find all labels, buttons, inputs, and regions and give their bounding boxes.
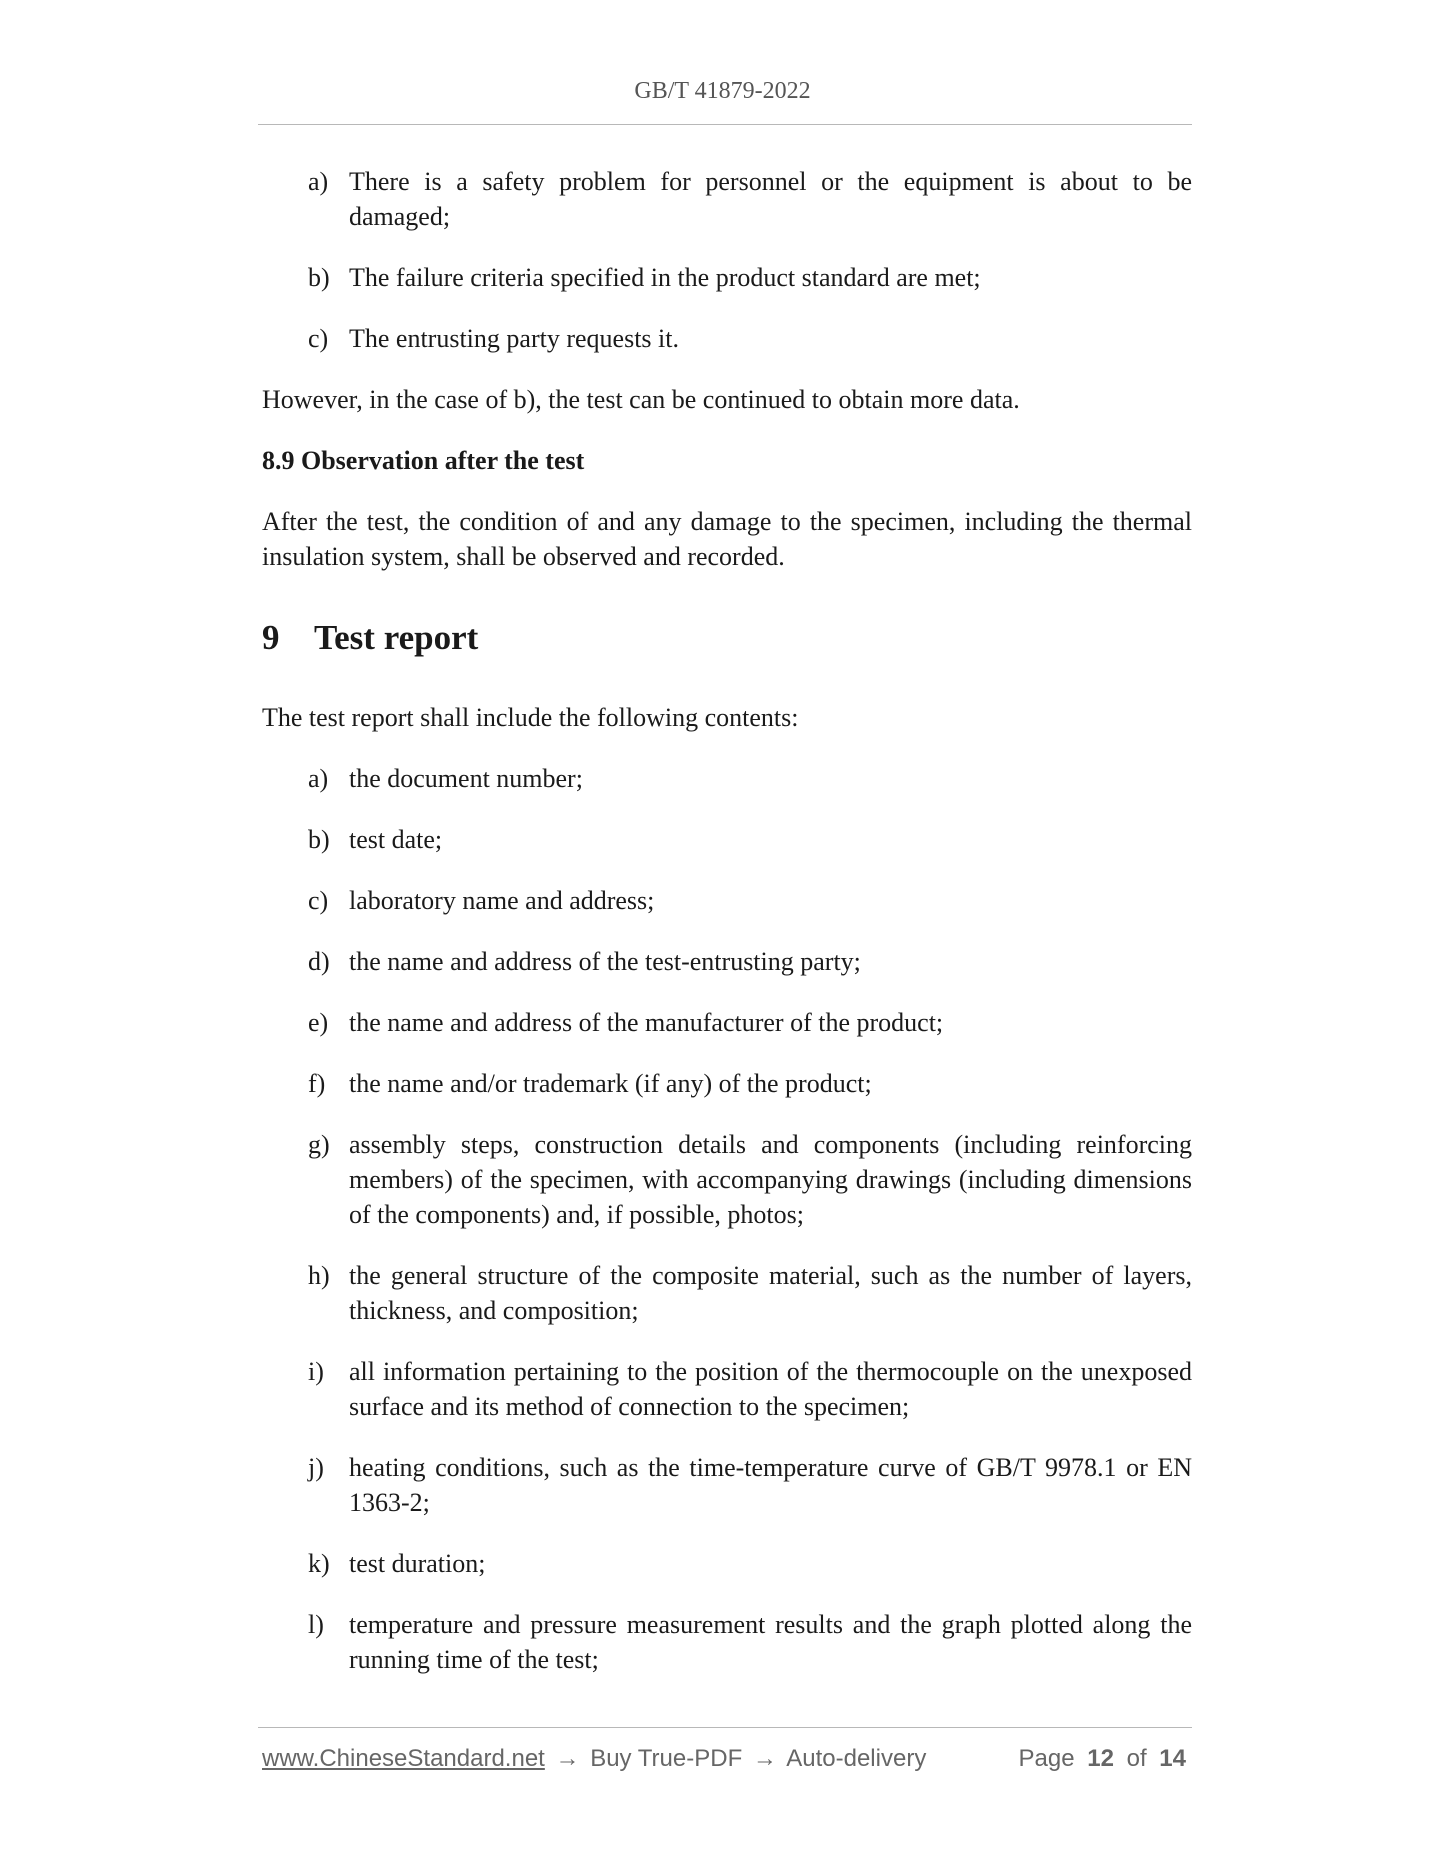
page-content xyxy=(262,164,1192,1703)
site-link[interactable]: www.ChineseStandard.net xyxy=(262,1745,545,1772)
list-item xyxy=(262,1546,1192,1581)
list-item xyxy=(262,822,1192,857)
list-marker: j) xyxy=(308,1453,324,1482)
page-current: 12 xyxy=(1087,1745,1114,1772)
page-total: 14 xyxy=(1159,1745,1186,1772)
list-item xyxy=(262,321,1192,356)
list-item xyxy=(262,1066,1192,1101)
list-text: assembly steps, construction details and components (including reinforcing members) of the specimen, with accompanying drawings (including dimensions of the components) and, if possible, photos; xyxy=(349,1130,1192,1229)
list-item xyxy=(262,1450,1192,1520)
list-item xyxy=(262,944,1192,979)
list-text: heating conditions, such as the time-temperature curve of GB/T 9978.1 or EN 1363-2; xyxy=(349,1453,1192,1517)
list-text: There is a safety problem for personnel or the equipment is about to be damaged; xyxy=(349,167,1192,231)
list-text: the document number; xyxy=(349,764,583,793)
arrow-right-icon: → xyxy=(555,1745,580,1772)
list-text: test date; xyxy=(349,825,443,854)
list-item xyxy=(262,1258,1192,1328)
list-marker: d) xyxy=(308,947,330,976)
chapter-9-heading xyxy=(262,618,1192,658)
arrow-right-icon: → xyxy=(752,1745,777,1772)
of-label: of xyxy=(1126,1745,1147,1772)
document-code-header: GB/T 41879-2022 xyxy=(634,78,811,104)
list-item xyxy=(262,164,1192,234)
list-marker: l) xyxy=(308,1610,324,1639)
buy-true-pdf-text: Buy True-PDF xyxy=(590,1745,743,1772)
list-text: all information pertaining to the position of the thermocouple on the unexposed surface and its method of connection to the specimen; xyxy=(349,1357,1192,1421)
list-marker: a) xyxy=(308,764,329,793)
list-text: The entrusting party requests it. xyxy=(349,324,679,353)
list-text: The failure criteria specified in the product standard are met; xyxy=(349,263,981,292)
list-marker: c) xyxy=(308,886,329,915)
list-item xyxy=(262,761,1192,796)
list-item xyxy=(262,1005,1192,1040)
page-footer xyxy=(262,1745,1192,1779)
list-marker: b) xyxy=(308,825,330,854)
chapter-9-intro: The test report shall include the following contents: xyxy=(262,703,799,732)
list-marker: f) xyxy=(308,1069,326,1098)
auto-delivery-text: Auto-delivery xyxy=(786,1745,927,1772)
footer-links xyxy=(262,1745,926,1773)
list-marker: e) xyxy=(308,1008,329,1037)
section-8-9-paragraph: After the test, the condition of and any damage to the specimen, including the thermal insulation system, shall be observed and recorded. xyxy=(262,507,1192,571)
list-text: temperature and pressure measurement results and the graph plotted along the running time of the test; xyxy=(349,1610,1192,1674)
chapter-title: Test report xyxy=(314,618,479,657)
list-item xyxy=(262,1127,1192,1232)
list-marker: i) xyxy=(308,1357,324,1386)
list-text: the name and address of the test-entrusting party; xyxy=(349,947,861,976)
list-text: the name and/or trademark (if any) of the product; xyxy=(349,1069,872,1098)
list-text: the general structure of the composite material, such as the number of layers, thickness, and composition; xyxy=(349,1261,1192,1325)
page-label: Page xyxy=(1018,1745,1075,1772)
footer-divider xyxy=(258,1727,1192,1728)
list-item xyxy=(262,1354,1192,1424)
list-marker: g) xyxy=(308,1130,330,1159)
chapter-number: 9 xyxy=(262,618,280,657)
list-item xyxy=(262,260,1192,295)
list-marker: a) xyxy=(308,167,329,196)
list-marker: k) xyxy=(308,1549,330,1578)
section-8-9-heading: 8.9 Observation after the test xyxy=(262,446,585,475)
list-text: laboratory name and address; xyxy=(349,886,655,915)
list-item xyxy=(262,883,1192,918)
list-item xyxy=(262,1607,1192,1677)
page-indicator xyxy=(1019,1745,1193,1773)
list-text: test duration; xyxy=(349,1549,486,1578)
header-divider xyxy=(258,124,1192,125)
list-marker: c) xyxy=(308,324,329,353)
list-marker: b) xyxy=(308,263,330,292)
list-marker: h) xyxy=(308,1261,330,1290)
however-paragraph: However, in the case of b), the test can be continued to obtain more data. xyxy=(262,385,1020,414)
list-text: the name and address of the manufacturer of the product; xyxy=(349,1008,944,1037)
